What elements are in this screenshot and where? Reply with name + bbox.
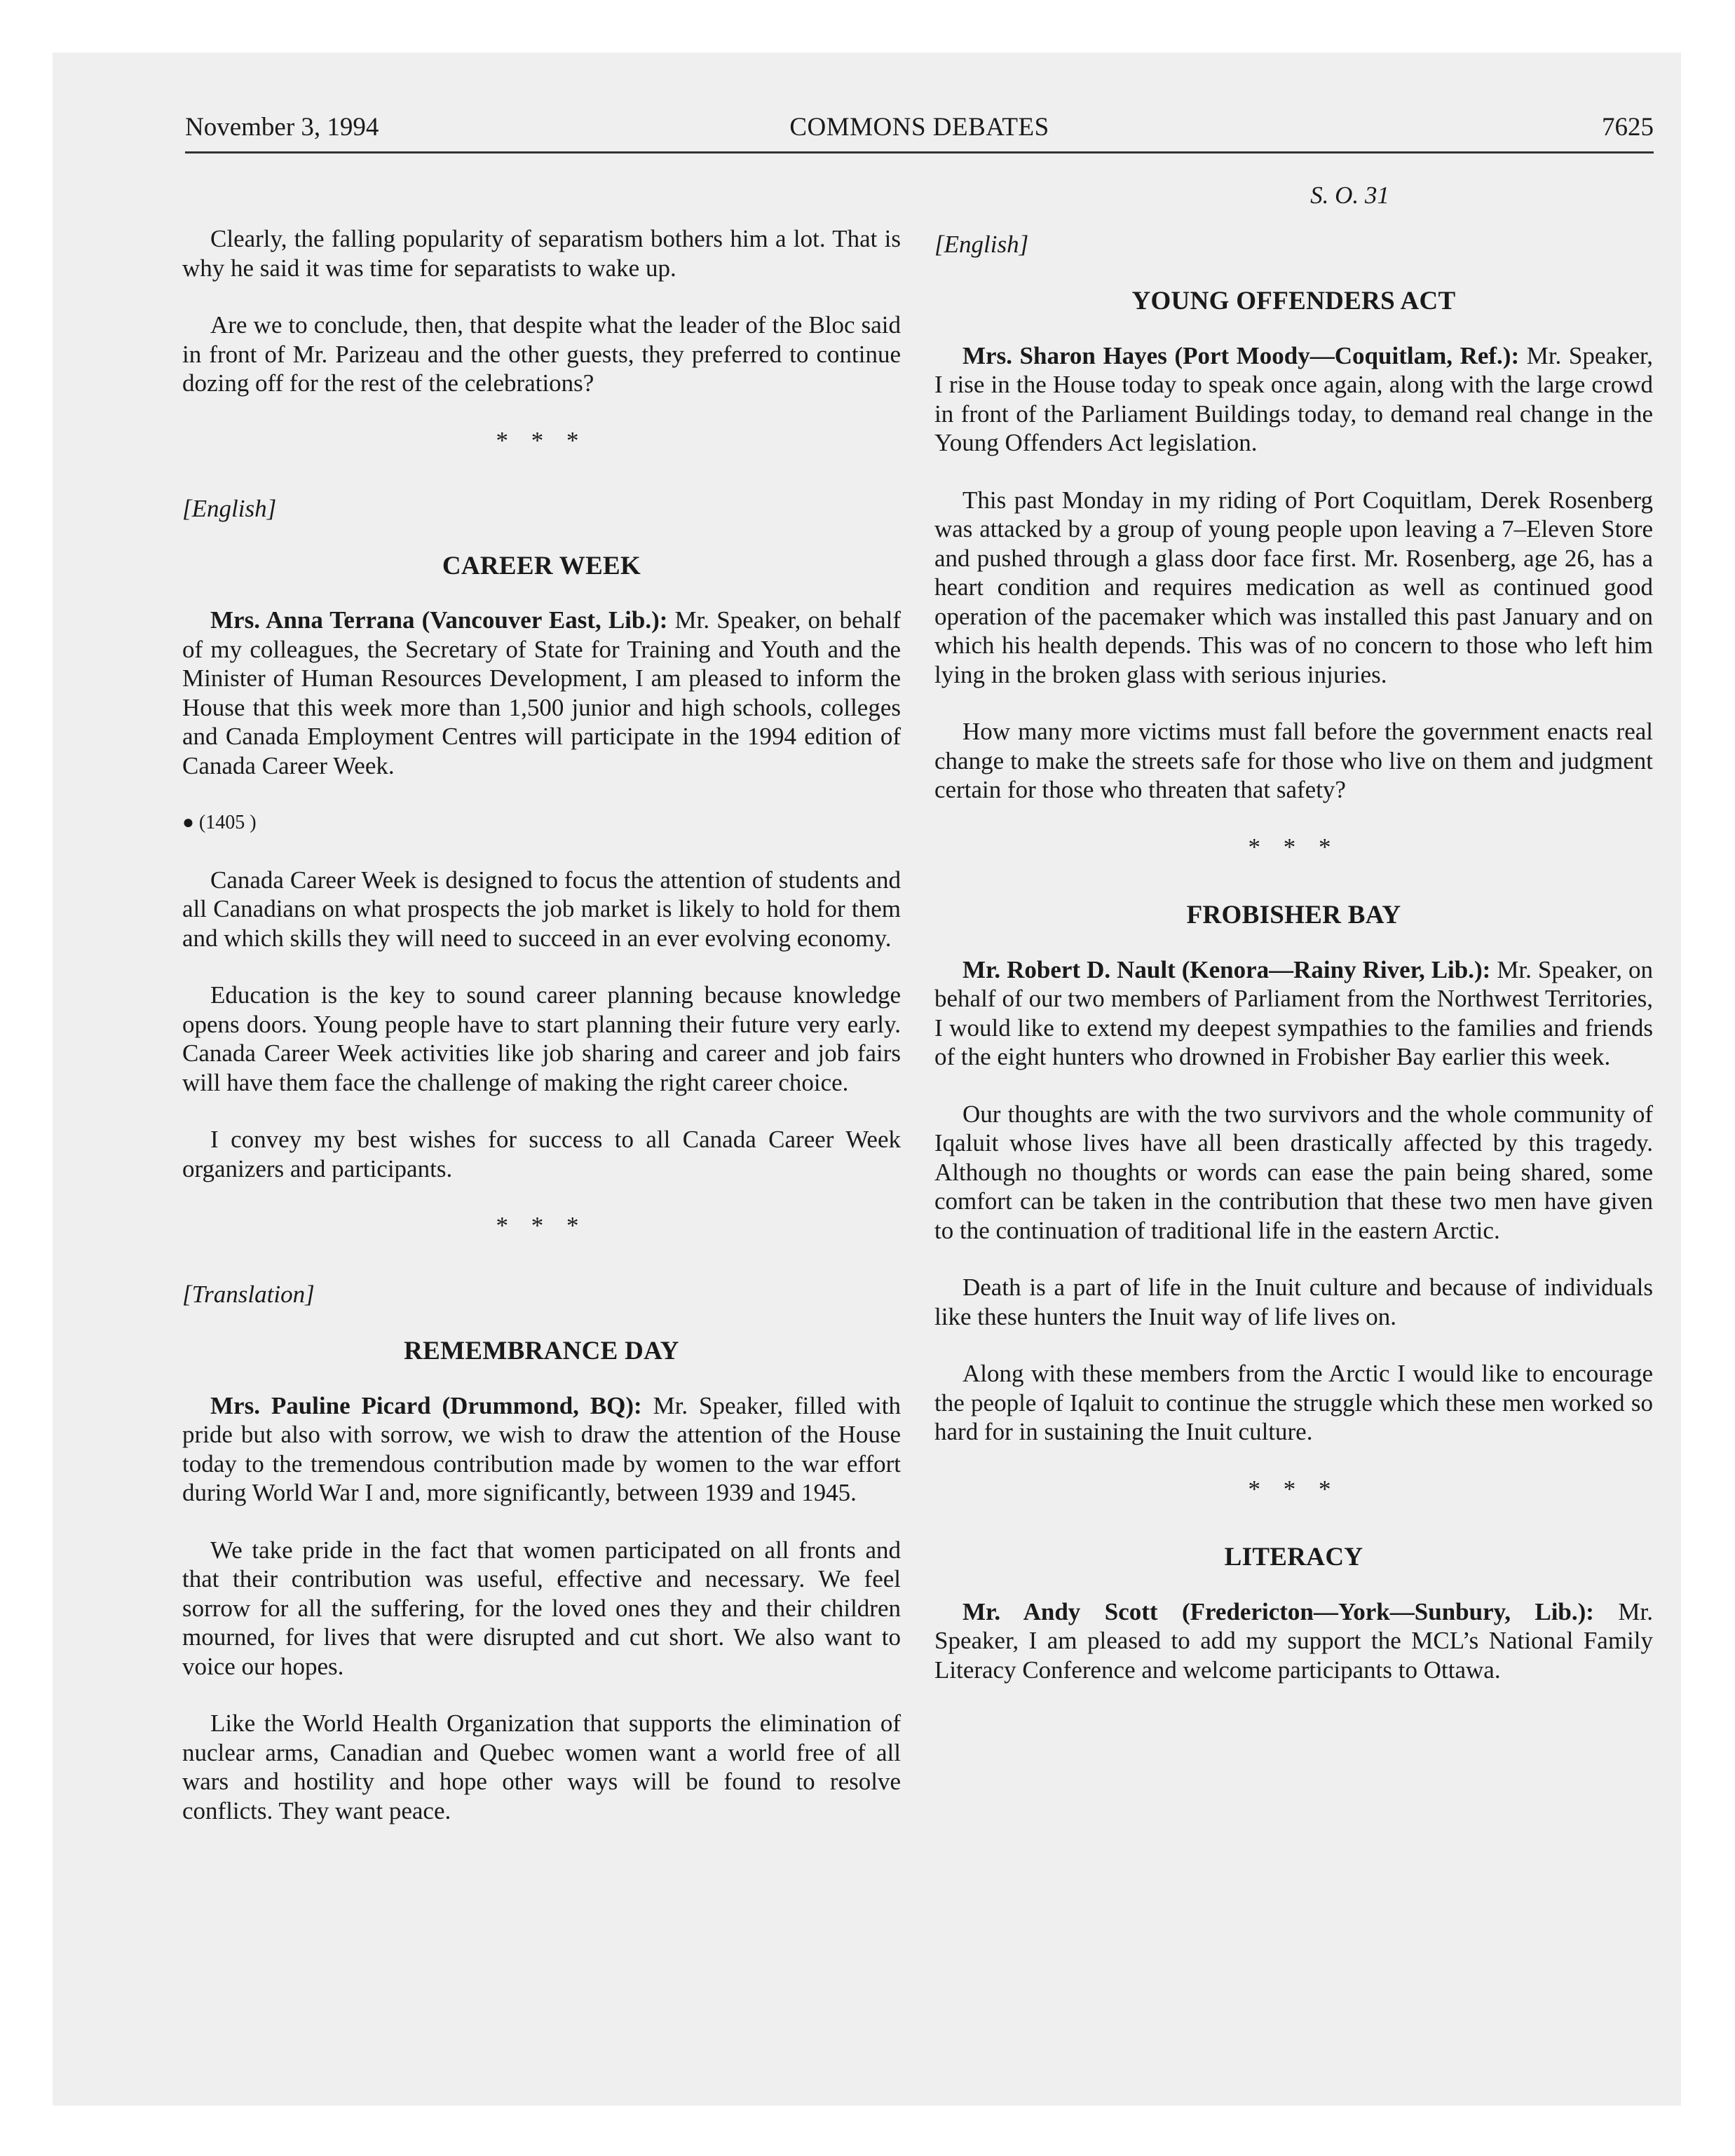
paragraph: Along with these members from the Arctic I would like to encourage the people of Iqaluit to continue the struggle which these men worked so hard for in sustaining the Inuit culture. [934, 1360, 1653, 1445]
speaker-name: Mr. Andy Scott (Fredericton—York—Sunbury, Lib.): [962, 1597, 1594, 1625]
header-date: November 3, 1994 [185, 113, 379, 142]
header-page-number: 7625 [1602, 113, 1654, 142]
paragraph: Our thoughts are with the two survivors and the whole community of Iqaluit whose lives have all been drastically affected by this tragedy. Although no thoughts or words can ease the pain being shared, some comfort can be taken in the contribution that these two men have given to the continuation of traditional life in the eastern Arctic. [934, 1100, 1653, 1244]
paragraph [934, 955, 1653, 1072]
section-heading: REMEMBRANCE DAY [404, 1337, 679, 1365]
header-title: COMMONS DEBATES [789, 113, 1049, 142]
section-heading: FROBISHER BAY [1186, 901, 1401, 929]
paragraph: Death is a part of life in the Inuit culture and because of individuals like these hunters the Inuit way of life lives on. [934, 1274, 1653, 1330]
section-heading: LITERACY [1224, 1543, 1363, 1571]
speech-text: Mr. Speaker, I rise in the House today to speak once again, along with the large crowd in front of the Parliament Buildings today, to demand real change in the Young Offenders Act legislation. [934, 341, 1653, 456]
paragraph: Clearly, the falling popularity of separatism bothers him a lot. That is why he said it was time for separatists to wake up. [182, 225, 901, 282]
speech-text: Mr. Speaker, I am pleased to add my support the MCL’s National Family Literacy Conference and welcome participants to Ottawa. [934, 1597, 1653, 1684]
section-separator: * * * [1248, 833, 1340, 861]
section-heading: YOUNG OFFENDERS ACT [1131, 287, 1456, 315]
section-separator: * * * [496, 1212, 587, 1239]
language-marker: [Translation] [182, 1280, 315, 1308]
language-marker: [English] [934, 230, 1029, 258]
paragraph [182, 606, 901, 780]
time-marker: ● (1405 ) [182, 812, 257, 833]
speaker-name: Mrs. Pauline Picard (Drummond, BQ): [210, 1391, 642, 1419]
language-marker: [English] [182, 495, 277, 522]
speech-text: Mr. Speaker, on behalf of our two members of Parliament from the Northwest Territories, I would like to extend my deepest sympathies to the families and friends of the eight hunters who drowned in Frobisher Bay earlier this week. [934, 955, 1653, 1070]
paragraph: Canada Career Week is designed to focus the attention of students and all Canadians on what prospects the job market is likely to hold for them and which skills they will need to succeed in an ever evolving economy. [182, 866, 901, 952]
paragraph: Like the World Health Organization that supports the elimination of nuclear arms, Canadian and Quebec women want a world free of all wars and hostility and hope other ways will be found to resolve conflicts. They want peace. [182, 1710, 901, 1824]
paragraph: This past Monday in my riding of Port Coquitlam, Derek Rosenberg was attacked by a group of young people upon leaving a 7–Eleven Store and pushed through a glass door face first. Mr. Rosenberg, age 26, has a heart condition and requires medication as well as continued good operation of the pacemaker which was installed this past January and on which his health depends. This was of no concern to those who left him lying in the broken glass with serious injuries. [934, 486, 1653, 688]
left-column [182, 224, 901, 1853]
speaker-name: Mrs. Anna Terrana (Vancouver East, Lib.): [210, 606, 668, 634]
paragraph: How many more victims must fall before the government enacts real change to make the streets safe for those who live on them and judgment certain for those who threaten that safety? [934, 718, 1653, 803]
section-heading: CAREER WEEK [442, 551, 641, 580]
paragraph: We take pride in the fact that women participated on all fronts and that their contribution was useful, effective and necessary. We feel sorrow for all the suffering, for the loved ones they and their children mourned, for lives that were disrupted and cut short. We also want to voice our hopes. [182, 1536, 901, 1680]
paragraph: I convey my best wishes for success to all Canada Career Week organizers and participants. [182, 1126, 901, 1182]
speech-text: Mr. Speaker, filled with pride but also with sorrow, we wish to draw the attention of the House today to the tremendous contribution made by women to the war effort during World War I and, more significantly, between 1939 and 1945. [182, 1391, 901, 1506]
standing-order-label: S. O. 31 [1310, 182, 1389, 209]
paragraph [934, 1597, 1653, 1685]
section-separator: * * * [1248, 1475, 1340, 1503]
section-separator: * * * [496, 426, 587, 454]
paragraph: Are we to conclude, then, that despite what the leader of the Bloc said in front of Mr. Parizeau and the other guests, they preferred to continue dozing off for the rest of the celebrations? [182, 311, 901, 397]
speech-text: Mr. Speaker, on behalf of my colleagues, the Secretary of State for Training and Youth and the Minister of Human Resources Development, I am pleased to inform the House that this week more than 1,500 junior and high schools, colleges and Canada Employment Centres will participate in the 1994 edition of Canada Career Week. [182, 606, 901, 779]
paragraph [182, 1391, 901, 1508]
right-column [934, 181, 1653, 1712]
paragraph: Education is the key to sound career planning because knowledge opens doors. Young people have to start planning their future very early. Canada Career Week activities like job sharing and career and job fairs will have them face the challenge of making the right career choice. [182, 981, 901, 1096]
speaker-name: Mr. Robert D. Nault (Kenora—Rainy River, Lib.): [962, 955, 1491, 983]
speaker-name: Mrs. Sharon Hayes (Port Moody—Coquitlam, Ref.): [962, 341, 1520, 369]
paragraph [934, 341, 1653, 458]
running-head [185, 112, 1654, 153]
